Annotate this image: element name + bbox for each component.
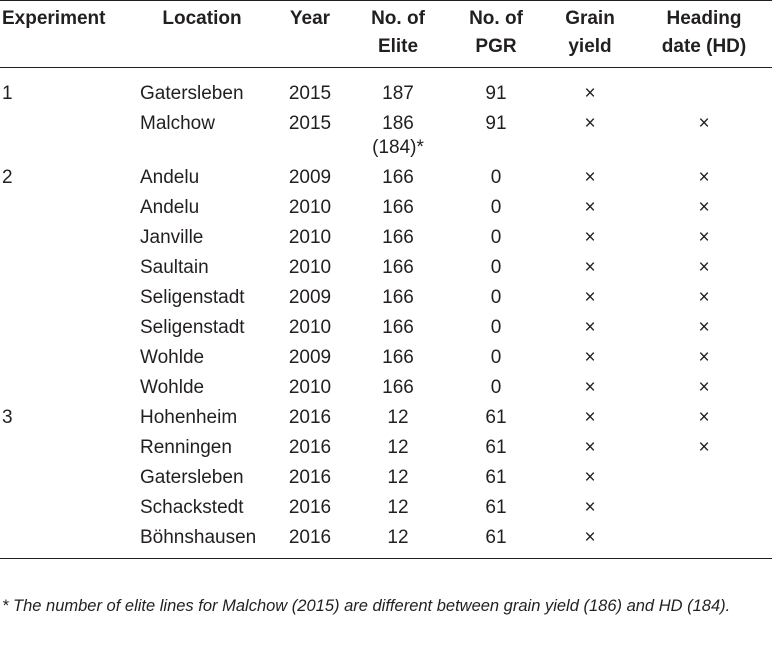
cell-year: 2016	[288, 407, 332, 428]
header-year: Year	[289, 8, 331, 29]
cell-elite-note: (184)*	[372, 137, 424, 158]
cell-heading-date-mark: ×	[698, 347, 710, 368]
cell-elite	[348, 253, 448, 283]
cell-elite-value: 166	[382, 317, 414, 338]
cell-experiment	[0, 223, 132, 253]
cell-elite	[348, 433, 448, 463]
cell-experiment	[0, 433, 132, 463]
table-row	[0, 403, 772, 433]
cell-pgr: 0	[490, 317, 502, 338]
cell-location: Andelu	[140, 197, 200, 218]
table-row	[0, 193, 772, 223]
cell-year: 2016	[288, 527, 332, 548]
cell-year: 2016	[288, 497, 332, 518]
cell-pgr: 61	[485, 467, 507, 488]
cell-pgr: 91	[485, 83, 507, 104]
cell-elite	[348, 343, 448, 373]
cell-heading-date-mark	[636, 523, 772, 559]
header-location: Location	[162, 8, 242, 29]
cell-grain-yield-mark: ×	[584, 377, 596, 398]
cell-year: 2009	[288, 287, 332, 308]
table-row	[0, 433, 772, 463]
cell-heading-date-mark	[636, 493, 772, 523]
header-row	[0, 1, 772, 68]
cell-elite	[348, 403, 448, 433]
table-row	[0, 163, 772, 193]
cell-experiment	[0, 463, 132, 493]
cell-year: 2015	[288, 83, 332, 104]
cell-elite-value: 12	[387, 407, 409, 428]
cell-elite	[348, 193, 448, 223]
cell-year: 2015	[288, 113, 332, 134]
cell-year: 2016	[288, 467, 332, 488]
cell-experiment	[0, 109, 132, 163]
header-heading-date	[636, 1, 772, 68]
table-header	[0, 1, 772, 68]
cell-location: Schackstedt	[140, 497, 244, 518]
cell-location: Saultain	[140, 257, 209, 278]
cell-experiment	[0, 313, 132, 343]
cell-year: 2009	[288, 167, 332, 188]
header-grain-line1: Grain	[565, 8, 615, 29]
cell-pgr: 0	[490, 347, 502, 368]
cell-elite-value: 166	[382, 257, 414, 278]
cell-pgr: 0	[490, 377, 502, 398]
cell-experiment: 1	[2, 83, 13, 104]
cell-experiment	[0, 253, 132, 283]
cell-elite-value: 12	[387, 527, 409, 548]
cell-heading-date-mark: ×	[698, 437, 710, 458]
cell-experiment	[0, 373, 132, 403]
cell-heading-date-mark	[636, 68, 772, 110]
cell-elite	[348, 163, 448, 193]
table-row	[0, 109, 772, 163]
cell-elite-value: 166	[382, 227, 414, 248]
cell-elite-value: 186	[382, 113, 414, 134]
table-row	[0, 223, 772, 253]
table-row	[0, 313, 772, 343]
cell-pgr: 0	[490, 167, 502, 188]
table-footnote: * The number of elite lines for Malchow (2015) are different between grain yield (186) and HD (184).	[2, 597, 731, 615]
cell-year: 2016	[288, 437, 332, 458]
cell-elite	[348, 223, 448, 253]
cell-pgr: 0	[490, 227, 502, 248]
cell-experiment	[0, 193, 132, 223]
cell-pgr: 61	[485, 497, 507, 518]
cell-grain-yield-mark: ×	[584, 497, 596, 518]
table-row	[0, 343, 772, 373]
cell-location: Wohlde	[140, 377, 205, 398]
cell-grain-yield-mark: ×	[584, 257, 596, 278]
cell-grain-yield-mark: ×	[584, 113, 596, 134]
cell-elite	[348, 373, 448, 403]
header-pgr	[448, 1, 544, 68]
cell-experiment	[0, 283, 132, 313]
cell-grain-yield-mark: ×	[584, 167, 596, 188]
cell-year: 2010	[288, 317, 332, 338]
header-heading-line1: Heading	[666, 8, 742, 29]
cell-heading-date-mark: ×	[698, 317, 710, 338]
cell-grain-yield-mark: ×	[584, 407, 596, 428]
cell-experiment: 3	[2, 407, 13, 428]
cell-pgr: 0	[490, 197, 502, 218]
cell-elite-value: 12	[387, 437, 409, 458]
cell-elite	[348, 493, 448, 523]
cell-elite-value: 166	[382, 197, 414, 218]
cell-elite	[348, 283, 448, 313]
cell-grain-yield-mark: ×	[584, 197, 596, 218]
header-pgr-line1: No. of	[469, 8, 523, 29]
cell-heading-date-mark: ×	[698, 257, 710, 278]
cell-heading-date-mark: ×	[698, 407, 710, 428]
cell-year: 2010	[288, 377, 332, 398]
cell-location: Wohlde	[140, 347, 205, 368]
cell-grain-yield-mark: ×	[584, 227, 596, 248]
header-heading-line2: date (HD)	[661, 36, 747, 57]
cell-year: 2010	[288, 197, 332, 218]
cell-grain-yield-mark: ×	[584, 467, 596, 488]
table-body	[0, 68, 772, 559]
cell-grain-yield-mark: ×	[584, 317, 596, 338]
cell-elite-value: 166	[382, 167, 414, 188]
cell-elite-value: 187	[382, 83, 414, 104]
cell-grain-yield-mark: ×	[584, 347, 596, 368]
cell-grain-yield-mark: ×	[584, 527, 596, 548]
cell-location: Malchow	[140, 113, 215, 134]
cell-year: 2010	[288, 227, 332, 248]
cell-heading-date-mark: ×	[698, 287, 710, 308]
header-grain-yield	[544, 1, 636, 68]
cell-location: Hohenheim	[140, 407, 238, 428]
cell-location: Janville	[140, 227, 204, 248]
header-elite	[348, 1, 448, 68]
cell-elite-value: 12	[387, 497, 409, 518]
cell-experiment	[0, 343, 132, 373]
cell-heading-date-mark: ×	[698, 197, 710, 218]
header-experiment: Experiment	[2, 8, 106, 29]
cell-pgr: 61	[485, 527, 507, 548]
table-row	[0, 283, 772, 313]
cell-grain-yield-mark: ×	[584, 437, 596, 458]
cell-elite	[348, 463, 448, 493]
cell-pgr: 91	[485, 113, 507, 134]
cell-elite	[348, 109, 448, 163]
cell-year: 2009	[288, 347, 332, 368]
cell-year: 2010	[288, 257, 332, 278]
cell-elite-value: 166	[382, 287, 414, 308]
cell-elite-value: 166	[382, 377, 414, 398]
cell-pgr: 0	[490, 287, 502, 308]
header-elite-line2: Elite	[377, 36, 419, 57]
cell-elite	[348, 68, 448, 110]
cell-location: Böhnshausen	[140, 527, 257, 548]
cell-heading-date-mark: ×	[698, 227, 710, 248]
cell-heading-date-mark: ×	[698, 113, 710, 134]
cell-elite-value: 12	[387, 467, 409, 488]
table-row	[0, 463, 772, 493]
cell-heading-date-mark: ×	[698, 377, 710, 398]
cell-pgr: 0	[490, 257, 502, 278]
cell-grain-yield-mark: ×	[584, 83, 596, 104]
table-row	[0, 253, 772, 283]
table-row	[0, 373, 772, 403]
cell-grain-yield-mark: ×	[584, 287, 596, 308]
cell-location: Seligenstadt	[140, 317, 245, 338]
cell-location: Seligenstadt	[140, 287, 245, 308]
cell-pgr: 61	[485, 437, 507, 458]
header-pgr-line2: PGR	[475, 36, 517, 57]
table-row	[0, 523, 772, 559]
table-row	[0, 68, 772, 110]
cell-experiment: 2	[2, 167, 13, 188]
header-elite-line1: No. of	[371, 8, 425, 29]
cell-location: Andelu	[140, 167, 200, 188]
cell-experiment	[0, 493, 132, 523]
header-grain-line2: yield	[568, 36, 612, 57]
cell-elite	[348, 313, 448, 343]
cell-heading-date-mark: ×	[698, 167, 710, 188]
cell-elite-value: 166	[382, 347, 414, 368]
cell-heading-date-mark	[636, 463, 772, 493]
cell-experiment	[0, 523, 132, 559]
cell-location: Gatersleben	[140, 467, 244, 488]
cell-pgr: 61	[485, 407, 507, 428]
cell-elite	[348, 523, 448, 559]
cell-location: Renningen	[140, 437, 232, 458]
table-row	[0, 493, 772, 523]
cell-location: Gatersleben	[140, 83, 244, 104]
